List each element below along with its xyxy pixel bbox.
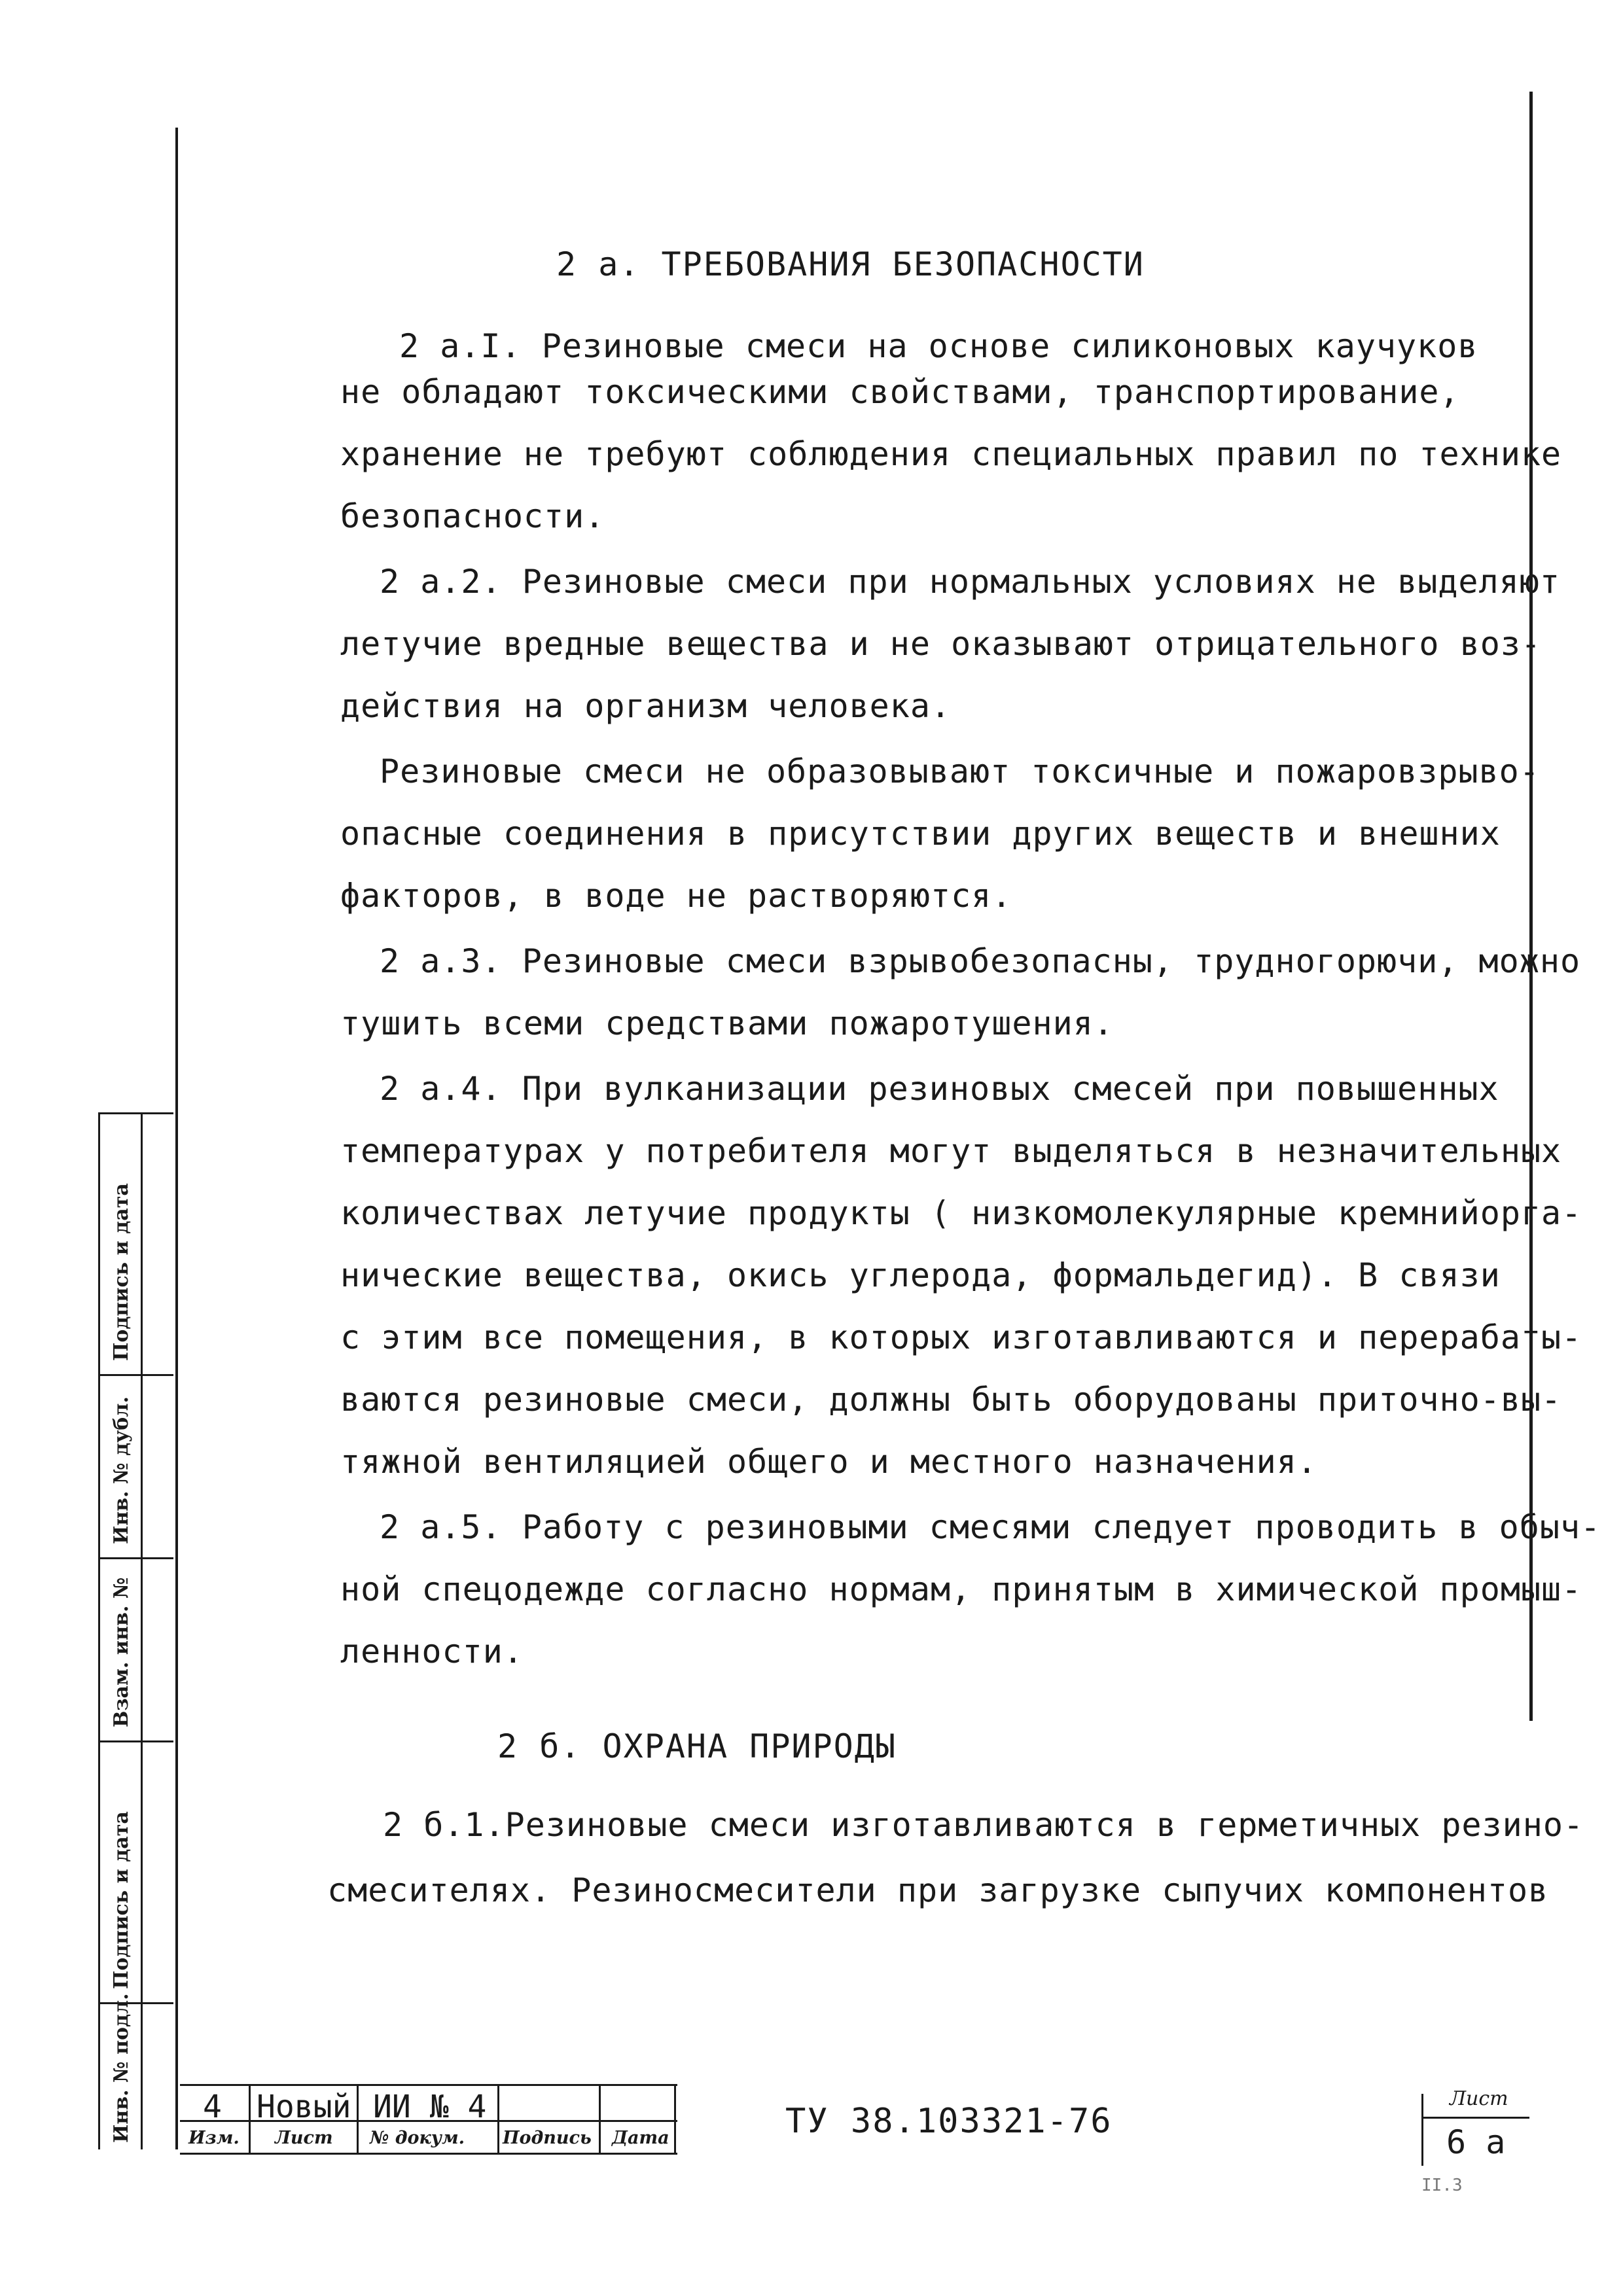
body-line: ленности. <box>340 1633 524 1670</box>
body-line: действия на организм человека. <box>340 687 952 725</box>
body-line: 2 а.2. Резиновые смеси при нормальных условиях не выделяют <box>380 563 1560 601</box>
frame-left-border <box>175 128 178 2149</box>
section-b-heading: 2 б. ОХРАНА ПРИРОДЫ <box>497 1727 897 1765</box>
margin-row-line-3 <box>98 1557 173 1559</box>
tb-caption-doc: № докум. <box>370 2128 465 2148</box>
document-code: ТУ 38.103321-76 <box>785 2102 1113 2141</box>
body-line: тяжной вентиляцией общего и местного назначения. <box>340 1443 1317 1481</box>
section-a-heading: 2 а. ТРЕБОВАНИЯ БЕЗОПАСНОСТИ <box>556 245 1145 283</box>
body-line: 2 а.5. Работу с резиновыми смесями следует проводить в обыч- <box>380 1508 1601 1546</box>
tb-caption-date: Дата <box>612 2128 669 2148</box>
tb-doc-value: ИИ № 4 <box>373 2089 487 2125</box>
body-line: 2 а.4. При вулканизации резиновых смесей при повышенных <box>380 1070 1499 1108</box>
tb-col-1 <box>249 2084 251 2153</box>
body-line: факторов, в воде не растворяются. <box>340 877 1012 915</box>
body-line: тушить всеми средствами пожаротушения. <box>340 1004 1114 1042</box>
sheet-caption: Лист <box>1450 2087 1508 2110</box>
body-line: 2 а.3. Резиновые смеси взрывобезопасны, трудногорючи, можно <box>380 942 1581 980</box>
body-line: смесителях. Резиносмесители при загрузке сыпучих компонентов <box>327 1871 1549 1909</box>
tb-sheet-box-line <box>1421 2117 1529 2119</box>
body-line: опасные соединения в присутствии других веществ и внешних <box>340 815 1501 853</box>
tb-change-value: 4 <box>203 2089 222 2125</box>
tb-col-4 <box>599 2084 601 2153</box>
margin-label-dup-inv: Инв. № дубл. <box>110 1396 133 1544</box>
tb-col-2 <box>357 2084 359 2153</box>
corner-note: II.3 <box>1421 2176 1463 2195</box>
margin-label-orig-inv: Инв. № подл. <box>110 1993 133 2143</box>
body-line: с этим все помещения, в которых изготавливаются и перерабаты- <box>340 1318 1582 1356</box>
tb-bottom-line <box>180 2153 677 2155</box>
tb-sheet-value: Новый <box>257 2089 351 2125</box>
sheet-number: 6 а <box>1446 2123 1506 2161</box>
tb-col-3 <box>497 2084 499 2153</box>
margin-row-line-1 <box>98 1112 173 1114</box>
margin-label-swap-inv: Взам. инв. № <box>110 1577 133 1727</box>
tb-caption-sheet: Лист <box>275 2128 333 2148</box>
tb-caption-sign: Подпись <box>503 2128 592 2148</box>
body-line: летучие вредные вещества и не оказывают отрицательного воз- <box>340 625 1542 663</box>
margin-label-sign-date-1: Подпись и дата <box>110 1183 133 1361</box>
body-line: не обладают токсическими свойствами, транспортирование, <box>340 373 1460 411</box>
body-line: температурах у потребителя могут выделяться в незначительных <box>340 1132 1562 1170</box>
body-line: ваются резиновые смеси, должны быть оборудованы приточно-вы- <box>340 1381 1562 1419</box>
margin-row-line-4 <box>98 1740 173 1742</box>
frame-right-border <box>1529 92 1533 1721</box>
margin-col-line-1 <box>98 1112 100 2149</box>
body-line: Резиновые смеси не образовывают токсичные и пожаровзрыво- <box>380 752 1540 790</box>
margin-row-line-2 <box>98 1374 173 1376</box>
body-line: 2 б.1.Резиновые смеси изготавливаются в герметичных резино- <box>383 1806 1584 1844</box>
body-line: ной спецодежде согласно нормам, принятым в химической промыш- <box>340 1570 1582 1608</box>
tb-caption-change: Изм. <box>188 2128 240 2148</box>
margin-label-sign-date-2: Подпись и дата <box>110 1811 133 1989</box>
body-line: безопасности. <box>340 497 605 535</box>
body-line: нические вещества, окись углерода, формальдегид). В связи <box>340 1256 1501 1294</box>
body-line: хранение не требуют соблюдения специальных правил по технике <box>340 435 1562 473</box>
body-line: количествах летучие продукты ( низкомолекулярные кремнийорга- <box>340 1194 1582 1232</box>
tb-sheet-box-left <box>1421 2094 1423 2166</box>
tb-top-line <box>180 2084 677 2086</box>
tb-col-5 <box>674 2084 676 2153</box>
margin-col-line-2 <box>141 1112 143 2149</box>
body-line: 2 а.I. Резиновые смеси на основе силиконовых каучуков <box>399 327 1478 365</box>
